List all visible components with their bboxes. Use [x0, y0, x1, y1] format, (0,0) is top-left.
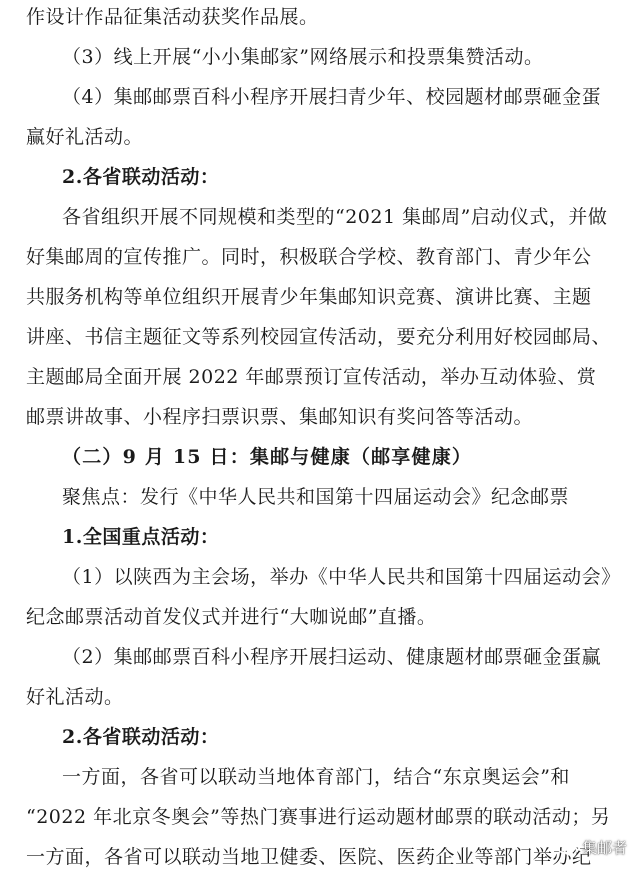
section-heading-provincial-2: 2.各省联动活动： [62, 726, 220, 748]
text-line-3: （4）集邮邮票百科小程序开展扫青少年、校园题材邮票砸金蛋 [62, 86, 602, 108]
section-heading-provincial: 2.各省联动活动： [62, 166, 220, 188]
text-line-13: 聚焦点：发行《中华人民共和国第十四届运动会》纪念邮票 [62, 486, 570, 508]
section-heading-national: 1.全国重点活动： [62, 526, 220, 548]
text-line-11: 邮票讲故事、小程序扫票识票、集邮知识有奖问答等活动。 [26, 406, 534, 428]
watermark-text: 集邮者 [581, 839, 627, 857]
text-line-18: 好礼活动。 [26, 686, 124, 708]
text-line-6: 各省组织开展不同规模和类型的“2021 集邮周”启动仪式，并做 [62, 206, 608, 228]
text-line-21: “2022 年北京冬奥会”等热门赛事进行运动题材邮票的联动活动；另 [26, 806, 611, 828]
text-line-16: 纪念邮票活动首发仪式并进行“大咖说邮”直播。 [26, 606, 437, 628]
text-line-4: 赢好礼活动。 [26, 126, 144, 148]
wechat-icon [556, 839, 578, 857]
text-line-15: （1）以陕西为主会场，举办《中华人民共和国第十四届运动会》 [62, 566, 621, 588]
text-line-8: 共服务机构等单位组织开展青少年集邮知识竞赛、演讲比赛、主题 [26, 286, 592, 308]
text-line-22: 一方面，各省可以联动当地卫健委、医院、医药企业等部门举办纪 [26, 846, 592, 868]
text-line-20: 一方面，各省可以联动当地体育部门，结合“东京奥运会”和 [62, 766, 570, 788]
text-line-17: （2）集邮邮票百科小程序开展扫运动、健康题材邮票砸金蛋赢 [62, 646, 602, 668]
text-line-7: 好集邮周的宣传推广。同时，积极联合学校、教育部门、青少年公 [26, 246, 592, 268]
text-line-1: 作设计作品征集活动获奖作品展。 [26, 6, 319, 28]
text-line-9: 讲座、书信主题征文等系列校园宣传活动，要充分利用好校园邮局、 [26, 326, 612, 348]
text-line-2: （3）线上开展“小小集邮家”网络展示和投票集赞活动。 [62, 46, 544, 68]
section-heading-sept-15: （二）9 月 15 日：集邮与健康（邮享健康） [62, 446, 473, 468]
text-line-10: 主题邮局全面开展 2022 年邮票预订宣传活动，举办互动体验、赏 [26, 366, 597, 388]
account-watermark [556, 837, 627, 858]
